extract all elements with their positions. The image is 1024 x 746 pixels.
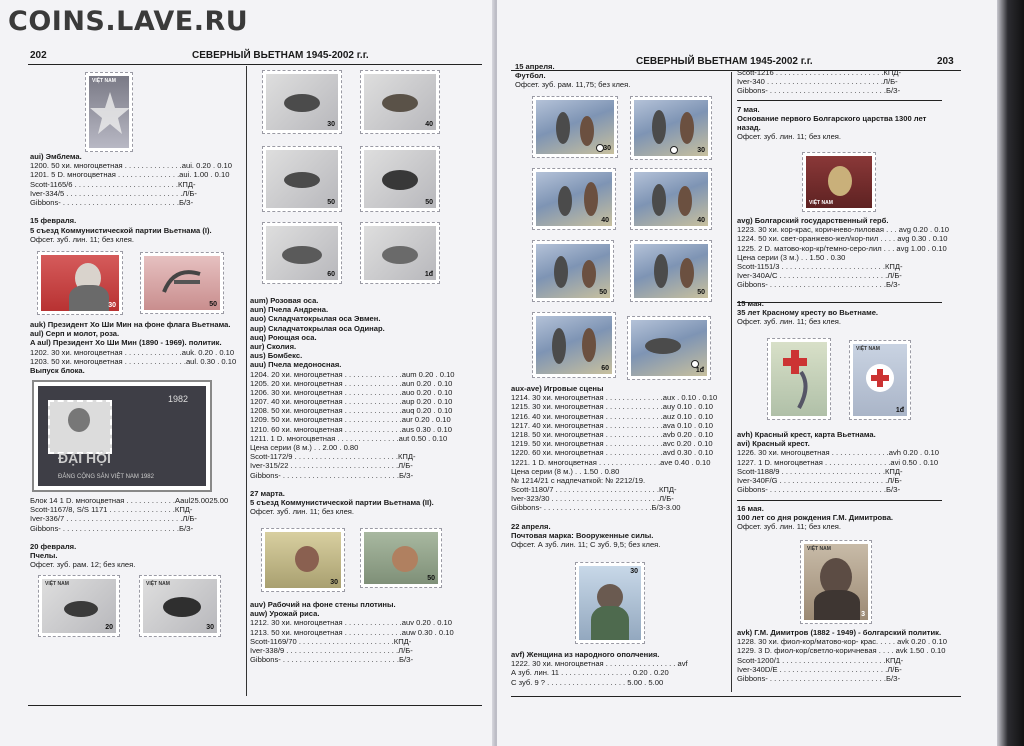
text-line: 1212. 30 хи. многоцветная . . . . . . . . . . . . . .auv 0.20 . 0.10: [250, 618, 452, 628]
col1-block-a: [515, 62, 630, 90]
right-page: [497, 0, 997, 746]
stamp-bee-30: VIỆT NAM 30: [139, 575, 221, 637]
stamp-bee-50a: 50: [262, 146, 342, 212]
text-line: [737, 494, 939, 503]
sheet-subtitle: ĐẢNG CỘNG SẢN VIỆT NAM 1982: [58, 474, 154, 480]
text-line: auu) Пчела медоносная.: [250, 360, 342, 370]
col2-block-c: [737, 430, 939, 531]
text-line: 1218. 50 хи. многоцветная . . . . . . . . . . . . . .avb 0.20 . 0.10: [511, 429, 713, 439]
text-line: 100 лет со дня рождения Г.М. Димитрова.: [737, 512, 894, 522]
text-line: [30, 207, 232, 216]
column-divider: [246, 66, 247, 696]
right-running-head: СЕВЕРНЫЙ ВЬЕТНАМ 1945-2002 г.г.: [636, 56, 813, 67]
text-line: 1213. 50 хи. многоцветная . . . . . . . . . . . . . .auw 0.30 . 0.10: [250, 627, 454, 637]
text-line: 1220. 60 хи. многоцветная . . . . . . . . . . . . . .avd 0.30 . 0.10: [511, 448, 713, 458]
column-divider: [731, 72, 732, 692]
text-line: Gibbons- . . . . . . . . . . . . . . . . . . . . . . . . . . . .Б/З-: [250, 655, 414, 665]
text-line: Scott-1165/6 . . . . . . . . . . . . . . . . . . . . . . . . .КПД-: [30, 179, 196, 189]
emblem-star-icon: [90, 84, 129, 144]
text-line: 1219. 50 хи. многоцветная . . . . . . . . . . . . . .avc 0.20 . 0.10: [511, 439, 713, 449]
text-line: aur) Сколия.: [250, 341, 297, 351]
text-line: Цена серии (3 м.) . . 1.50 . 0.30: [737, 252, 846, 262]
left-page: [0, 0, 495, 746]
text-line: Футбол.: [515, 71, 546, 81]
stamp-soccer-7: 60: [532, 312, 616, 378]
text-line: avh) Красный крест, карта Вьетнама.: [737, 430, 876, 439]
text-line: [511, 513, 717, 522]
text-line: Офсет. А зуб. лин. 11; С зуб. 9,5; без клея.: [511, 540, 661, 550]
text-line: Scott-1216 . . . . . . . . . . . . . . . . . . . . . . . . . .КПД-: [737, 68, 901, 77]
text-line: 1206. 30 хи. многоцветная . . . . . . . . . . . . . .auo 0.20 . 0.10: [250, 387, 453, 397]
text-line: 1208. 50 хи. многоцветная . . . . . . . . . . . . . .auq 0.20 . 0.10: [250, 406, 453, 416]
col1-block-a: [30, 152, 232, 244]
stamp-soccer-1: 30: [532, 96, 618, 158]
text-line: Gibbons- . . . . . . . . . . . . . . . . . . . . . . . . . . . .Б/З-: [30, 197, 194, 207]
text-line: Gibbons- . . . . . . . . . . . . . . . . . . . . . . . . . .Б/З-3.00: [511, 503, 681, 513]
text-line: 1211. 1 D. многоцветная . . . . . . . . . . . . . . .aut 0.50 . 0.10: [250, 433, 448, 443]
text-line: 7 мая.: [737, 104, 760, 114]
text-line: 1221. 1 D. многоцветная . . . . . . . . . . . . . . .ave 0.40 . 0.10: [511, 457, 711, 467]
stamp-dimitrov: VIỆT NAM 3: [800, 540, 872, 624]
text-line: Scott-1169/70 . . . . . . . . . . . . . . . . . . . . . . .КПД-: [250, 636, 412, 646]
text-line: Iver-334/5 . . . . . . . . . . . . . . . . . . . . . . . . . . . .Л/Б-: [30, 188, 197, 198]
col1-block-c: [511, 650, 688, 687]
text-line: avf) Женщина из народного ополчения.: [511, 650, 660, 659]
text-line: 1222. 30 хи. многоцветная . . . . . . . . . . . . . . . . . avf: [511, 659, 688, 669]
text-line: 35 лет Красному кресту во Вьетнаме.: [737, 307, 879, 317]
text-line: 1225. 2 D. матово-кор-кр/темно-серо-лил . . . avg 1.00 . 0.10: [737, 243, 947, 253]
text-line: Выпуск блока.: [30, 365, 85, 375]
section-rule: [737, 500, 942, 501]
text-line: Scott-1172/9 . . . . . . . . . . . . . . . . . . . . . . . . .КПД-: [250, 452, 416, 462]
left-page-number: 202: [30, 50, 47, 61]
col2-block-a: [250, 296, 455, 517]
text-line: aul) Серп и молот, роза.: [30, 329, 120, 339]
stamp-soccer-8: 1đ: [627, 316, 711, 380]
col1-block-b: [511, 384, 717, 549]
text-line: Почтовая марка: Вооруженные силы.: [511, 531, 654, 540]
text-line: Iver-315/22 . . . . . . . . . . . . . . . . . . . . . . . . . .Л/Б-: [250, 461, 413, 471]
text-line: Офсет. зуб. лин. 11; без клея.: [737, 317, 842, 327]
stamp-red-cross: VIỆT NAM 1đ: [849, 340, 911, 420]
text-line: aun) Пчела Андрена.: [250, 305, 329, 315]
stamp-rice-harvest: 50: [360, 528, 442, 588]
text-line: назад.: [737, 123, 761, 133]
section-rule: [737, 100, 942, 101]
col1-block-b: [30, 320, 236, 375]
text-line: Iver-340A/C . . . . . . . . . . . . . . . . . . . . . . . . . .Л/Б-: [737, 271, 902, 281]
text-line: Gibbons- . . . . . . . . . . . . . . . . . . . . . . . . . . . .Б/З-: [737, 280, 901, 290]
stamp-bee-1d: 1đ: [360, 222, 440, 284]
text-line: № 1214/21 с надпечаткой: № 2212/19.: [511, 475, 646, 485]
text-line: Цена серии (8 м.) . . 2.00 . 0.80: [250, 443, 359, 452]
stamp-militia-woman: 30: [575, 562, 645, 644]
stamp-soccer-5: 50: [532, 240, 614, 302]
red-cross-icon: [771, 342, 827, 416]
text-line: Офсет. зуб. лин. 11; без клея.: [737, 132, 842, 142]
text-line: avi) Красный крест.: [737, 439, 810, 449]
text-line: Scott-1167/8, S/S 1171 . . . . . . . . . . . . . . . .КПД-: [30, 505, 193, 515]
text-line: Офсет. зуб. рам. 11,75; без клея.: [515, 80, 631, 90]
text-line: A aul) Президент Хо Ши Мин (1890 - 1969). политик.: [30, 338, 222, 348]
right-page-number: 203: [937, 56, 954, 67]
stamp-hammer-sickle-rose: 50: [140, 252, 224, 314]
text-line: auo) Складчатокрылая оса Эвмен.: [250, 314, 381, 324]
stamp-bee-30: 30: [262, 70, 342, 134]
text-line: avg) Болгарский государственный герб.: [737, 216, 889, 225]
text-line: 27 марта.: [250, 488, 285, 498]
text-line: Iver-340D/E . . . . . . . . . . . . . . . . . . . . . . . . . .Л/Б-: [737, 664, 902, 674]
text-line: 1223. 30 хи. кор-крас, коричнево-лиловая . . . avg 0.20 . 0.10: [737, 225, 949, 235]
souvenir-sheet: [32, 380, 212, 492]
text-line: Офсет. зуб. лин. 11; без клея.: [737, 521, 842, 531]
text-line: [737, 290, 949, 299]
text-line: avk) Г.М. Димитров (1882 - 1949) - болгарский политик.: [737, 628, 942, 637]
text-line: 1227. 1 D. многоцветная . . . . . . . . . . . . . . . .avi 0.50 . 0.10: [737, 457, 939, 467]
stamp-soccer-6: 50: [630, 240, 712, 302]
stamp-bee-40: 40: [360, 70, 440, 134]
text-line: aui) Эмблема.: [30, 152, 82, 161]
sheet-year: 1982: [167, 394, 188, 404]
text-line: 20 февраля.: [30, 541, 77, 551]
col2-block-b: [737, 216, 949, 326]
text-line: 1229. 3 D. фиол-кор/светло-коричневая . . . . avk 1.50 . 0.10: [737, 646, 946, 656]
text-line: 1209. 50 хи. многоцветная . . . . . . . . . . . . . .aur 0.20 . 0.10: [250, 415, 451, 425]
stamp-red-cross-map: [767, 338, 831, 420]
text-line: Gibbons- . . . . . . . . . . . . . . . . . . . . . . . . . . . .Б/З-: [250, 470, 414, 480]
stamp-ho-chi-minh-flag: 30: [37, 251, 123, 315]
text-line: Scott-1180/7 . . . . . . . . . . . . . . . . . . . . . . . . .КПД-: [511, 485, 677, 495]
text-line: Пчелы.: [30, 551, 58, 561]
text-line: auw) Урожай риса.: [250, 609, 320, 619]
text-line: Gibbons- . . . . . . . . . . . . . . . . . . . . . . . . . . . .Б/З-: [30, 523, 194, 533]
text-line: Офсет. зуб. лин. 11; без клея.: [250, 507, 355, 517]
footer-rule: [28, 705, 482, 706]
text-line: 1217. 40 хи. многоцветная . . . . . . . . . . . . . .ava 0.10 . 0.10: [511, 420, 713, 430]
stamp-soccer-4: 40: [630, 168, 712, 230]
text-line: [250, 480, 455, 489]
text-line: 1216. 40 хи. многоцветная . . . . . . . . . . . . . .auz 0.10 . 0.10: [511, 411, 713, 421]
text-line: 1224. 50 хи. свет-оранжево-жел/кор-пил . . . . avg 0.30 . 0.10: [737, 234, 948, 244]
stamp-bee-60: 60: [262, 222, 342, 284]
text-line: Iver-340 . . . . . . . . . . . . . . . . . . . . . . . . . . . .Л/Б-: [737, 77, 898, 87]
col2-block-b: [250, 600, 454, 664]
stamp-bulgarian-arms: VIỆT NAM: [802, 152, 876, 212]
text-line: Gibbons- . . . . . . . . . . . . . . . . . . . . . . . . . . . .Б/З-: [737, 673, 901, 683]
text-line: aux-ave) Игровые сцены: [511, 384, 604, 393]
text-line: 15 апреля.: [515, 62, 555, 71]
text-line: А зуб. лин. 11 . . . . . . . . . . . . . . . . . 0.20 . 0.20: [511, 668, 669, 678]
text-line: Gibbons- . . . . . . . . . . . . . . . . . . . . . . . . . . . .Б/З-: [737, 86, 901, 96]
text-line: Gibbons- . . . . . . . . . . . . . . . . . . . . . . . . . . . .Б/З-: [737, 485, 901, 495]
stamp-bee-50b: 50: [360, 146, 440, 212]
stamp-country-label: VIỆT NAM: [92, 78, 116, 84]
text-line: 22 апреля.: [511, 521, 551, 531]
stamp-emblem: [85, 72, 133, 152]
text-line: aup) Складчатокрылая оса Одинар.: [250, 323, 385, 333]
left-running-head: СЕВЕРНЫЙ ВЬЕТНАМ 1945-2002 г.г.: [192, 50, 369, 61]
text-line: Iver-338/9 . . . . . . . . . . . . . . . . . . . . . . . . . . .Л/Б-: [250, 645, 413, 655]
book-edge: [997, 0, 1024, 746]
text-line: aum) Розовая оса.: [250, 296, 319, 305]
sheet-title: ĐẠI HỘI: [58, 450, 111, 466]
text-line: auq) Роющая оса.: [250, 332, 317, 342]
text-line: 1205. 20 хи. многоцветная . . . . . . . . . . . . . .aun 0.20 . 0.10: [250, 378, 453, 388]
text-line: Офсет. зуб. рам. 12; без клея.: [30, 560, 136, 570]
text-line: Основание первого Болгарского царства 1300 лет: [737, 113, 927, 123]
col2-block-a: [737, 68, 926, 142]
stamp-worker-dam: 30: [261, 528, 345, 592]
text-line: aus) Бомбекс.: [250, 351, 303, 361]
text-line: 1204. 20 хи. многоцветная . . . . . . . . . . . . . .aum 0.20 . 0.10: [250, 369, 455, 379]
text-line: 5 съезд Коммунистической партии Вьетнама (I).: [30, 225, 212, 235]
footer-rule: [511, 696, 961, 697]
section-rule: [737, 302, 942, 303]
text-line: 1210. 60 хи. многоцветная . . . . . . . . . . . . . .aus 0.30 . 0.10: [250, 424, 452, 434]
stamp-bee-20: VIỆT NAM 20: [38, 575, 120, 637]
text-line: 1201. 5 D. многоцветная . . . . . . . . . . . . . . .aui. 1.00 . 0.10: [30, 170, 230, 180]
stamp-soccer-3: 40: [532, 168, 616, 230]
text-line: 15 мая.: [737, 298, 764, 308]
col2-block-d: [737, 628, 947, 683]
text-line: 1207. 40 хи. многоцветная . . . . . . . . . . . . . .aup 0.20 . 0.10: [250, 397, 453, 407]
text-line: С зуб. 9 ? . . . . . . . . . . . . . . . . . . . 5.00 . 5.00: [511, 677, 664, 687]
text-line: Scott-1151/3 . . . . . . . . . . . . . . . . . . . . . . . . .КПД-: [737, 261, 903, 271]
text-line: 1202. 30 хи. многоцветная . . . . . . . . . . . . . .auk. 0.20 . 0.10: [30, 347, 235, 357]
text-line: Iver-323/30 . . . . . . . . . . . . . . . . . . . . . . . . . .Л/Б-: [511, 494, 674, 504]
text-line: 15 февраля.: [30, 216, 77, 226]
text-line: Iver-336/7 . . . . . . . . . . . . . . . . . . . . . . . . . . . .Л/Б-: [30, 514, 197, 524]
col1-block-c: [30, 496, 228, 570]
red-cross-icon: [853, 344, 907, 416]
text-line: Scott-1188/9 . . . . . . . . . . . . . . . . . . . . . . . . .КПД-: [737, 466, 903, 476]
header-rule: [28, 64, 482, 65]
text-line: 1228. 30 хи. фиол-кор/матово-кор- крас. . . . . avk 0.20 . 0.10: [737, 637, 947, 647]
text-line: auv) Рабочий на фоне стены плотины.: [250, 600, 396, 609]
text-line: Офсет. зуб. лин. 11; без клея.: [30, 234, 135, 244]
text-line: Iver-340F/G . . . . . . . . . . . . . . . . . . . . . . . . . .Л/Б-: [737, 475, 902, 485]
text-line: Scott-1200/1 . . . . . . . . . . . . . . . . . . . . . . . . .КПД-: [737, 655, 904, 665]
text-line: 5 съезд Коммунистической партии Вьетнама (II).: [250, 498, 434, 508]
text-line: Цена серии (8 м.) . . 1.50 . 0.80: [511, 466, 620, 476]
text-line: 1214. 30 хи. многоцветная . . . . . . . . . . . . . .aux . 0.10 . 0.10: [511, 393, 718, 403]
text-line: 16 мая.: [737, 503, 764, 513]
text-line: 1226. 30 хи. многоцветная . . . . . . . . . . . . . .avh 0.20 . 0.10: [737, 448, 939, 458]
watermark: COINS.LAVE.RU: [8, 6, 249, 37]
text-line: [30, 533, 228, 542]
stamp-soccer-2: 30: [630, 96, 712, 160]
text-line: Блок 14 1 D. многоцветная . . . . . . . . . . . .Aaul25.0025.00: [30, 496, 229, 505]
text-line: auk) Президент Хо Ши Мин на фоне флага Вьетнама.: [30, 320, 231, 329]
sheet-portrait-stamp: [48, 400, 112, 454]
text-line: 1203. 50 хи. многоцветная . . . . . . . . . . . . . . .aul. 0.30 . 0.10: [30, 356, 237, 366]
text-line: 1215. 30 хи. многоцветная . . . . . . . . . . . . . .auy 0.10 . 0.10: [511, 402, 713, 412]
text-line: 1200. 50 хи. многоцветная . . . . . . . . . . . . . .aui. 0.20 . 0.10: [30, 161, 232, 171]
